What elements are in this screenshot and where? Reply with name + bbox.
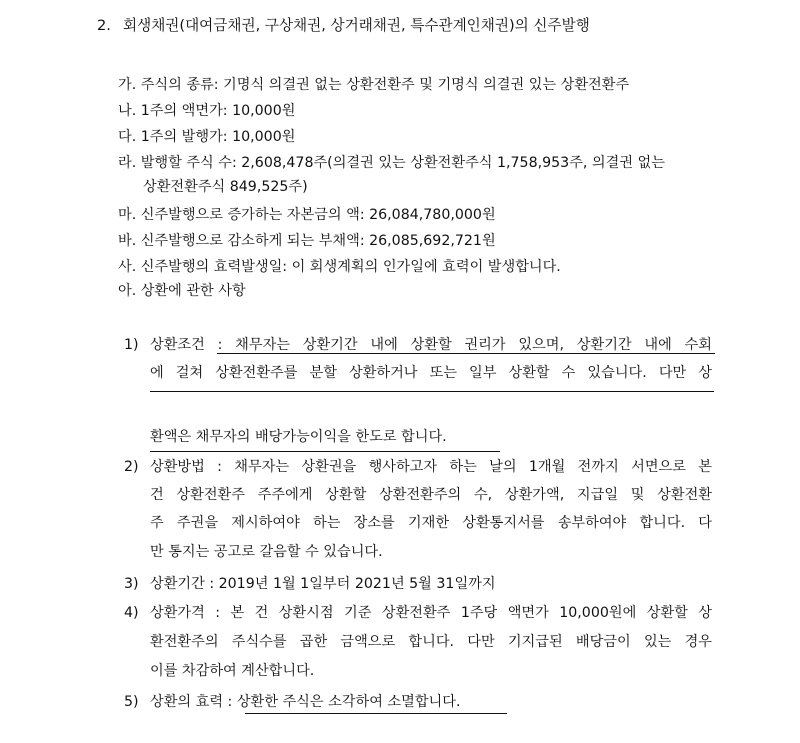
item-par-value: 나. 1주의 액면가: 10,000원 <box>118 103 296 119</box>
item-capital-increase: 마. 신주발행으로 증가하는 자본금의 액: 26,084,780,000원 <box>118 207 496 223</box>
redemption-2-line2 <box>150 485 712 505</box>
underline-1c <box>150 451 500 452</box>
item-debt-decrease: 바. 신주발행으로 감소하게 되는 부채액: 26,085,692,721원 <box>118 233 496 249</box>
redemption-4-number: 4) <box>124 605 139 621</box>
redemption-2-line4: 만 통지는 공고로 갈음할 수 있습니다. <box>150 544 383 560</box>
redemption-4-line2 <box>150 632 712 652</box>
redemption-3-number: 3) <box>124 576 139 592</box>
item-redemption-header: 아. 상환에 관한 사항 <box>118 283 246 299</box>
redemption-2-line1-text: 상환방법 : 채무자는 상환권을 행사하고자 하는 날의 1개월 전까지 서면으로 본 <box>150 459 712 475</box>
redemption-4-line2-text: 환전환주의 주식수를 곱한 금액으로 합니다. 다만 기지급된 배당금이 있는 경우 <box>150 634 712 650</box>
redemption-1-line2 <box>150 363 712 383</box>
redemption-5-number: 5) <box>124 694 139 710</box>
item-share-count-line1: 라. 발행할 주식 수: 2,608,478주(의결권 있는 상환전환주식 1,758,953주, 의결권 없는 <box>118 155 665 171</box>
section-title: 회생채권(대여금채권, 구상채권, 상거래채권, 특수관계인채권)의 신주발행 <box>123 17 590 34</box>
redemption-4-line1 <box>150 603 712 623</box>
redemption-2-line3 <box>150 513 712 533</box>
redemption-2-line3-text: 주 주권을 제시하여야 하는 장소를 기재한 상환통지서를 송부하여야 합니다. 다 <box>150 515 712 531</box>
redemption-2-line2-text: 건 상환전환주 주주에게 상환할 상환전환주의 수, 상환가액, 지급일 및 상환전환 <box>150 487 712 503</box>
item-share-count-line2: 상환전환주식 849,525주) <box>143 179 308 195</box>
item-issue-price: 다. 1주의 발행가: 10,000원 <box>118 129 296 145</box>
redemption-4-line3: 이를 차감하여 계산합니다. <box>150 663 315 679</box>
item-share-type: 가. 주식의 종류: 기명식 의결권 없는 상환전환주 및 기명식 의결권 있는 상환전환주 <box>118 77 630 93</box>
redemption-2-number: 2) <box>124 459 139 475</box>
redemption-4-line1-text: 상환가격 : 본 건 상환시점 기준 상환전환주 1주당 액면가 10,000원에 상환할 상 <box>150 605 712 621</box>
item-effective-date: 사. 신주발행의 효력발생일: 이 회생계획의 인가일에 효력이 발생합니다. <box>118 259 561 275</box>
redemption-1-line3: 환액은 채무자의 배당가능이익을 한도로 합니다. <box>150 429 447 445</box>
underline-1b <box>150 391 714 392</box>
section-number: 2. <box>97 17 111 34</box>
redemption-5-line1: 상환의 효력 : 상환한 주식은 소각하여 소멸합니다. <box>150 694 461 710</box>
redemption-2-line1 <box>150 457 712 477</box>
redemption-3-line1: 상환기간 : 2019년 1월 1일부터 2021년 5월 31일까지 <box>150 576 496 592</box>
redemption-1-number: 1) <box>124 337 139 353</box>
redemption-1-line2-text: 에 걸쳐 상환전환주를 분할 상환하거나 또는 일부 상환할 수 있습니다. 다만 상 <box>150 365 712 381</box>
underline-5 <box>245 713 507 714</box>
redemption-1-line1-text: 상환조건 : 채무자는 상환기간 내에 상환할 권리가 있으며, 상환기간 내에 수회 <box>150 337 712 353</box>
underline-1a <box>217 353 715 354</box>
redemption-1-line1 <box>150 335 712 355</box>
